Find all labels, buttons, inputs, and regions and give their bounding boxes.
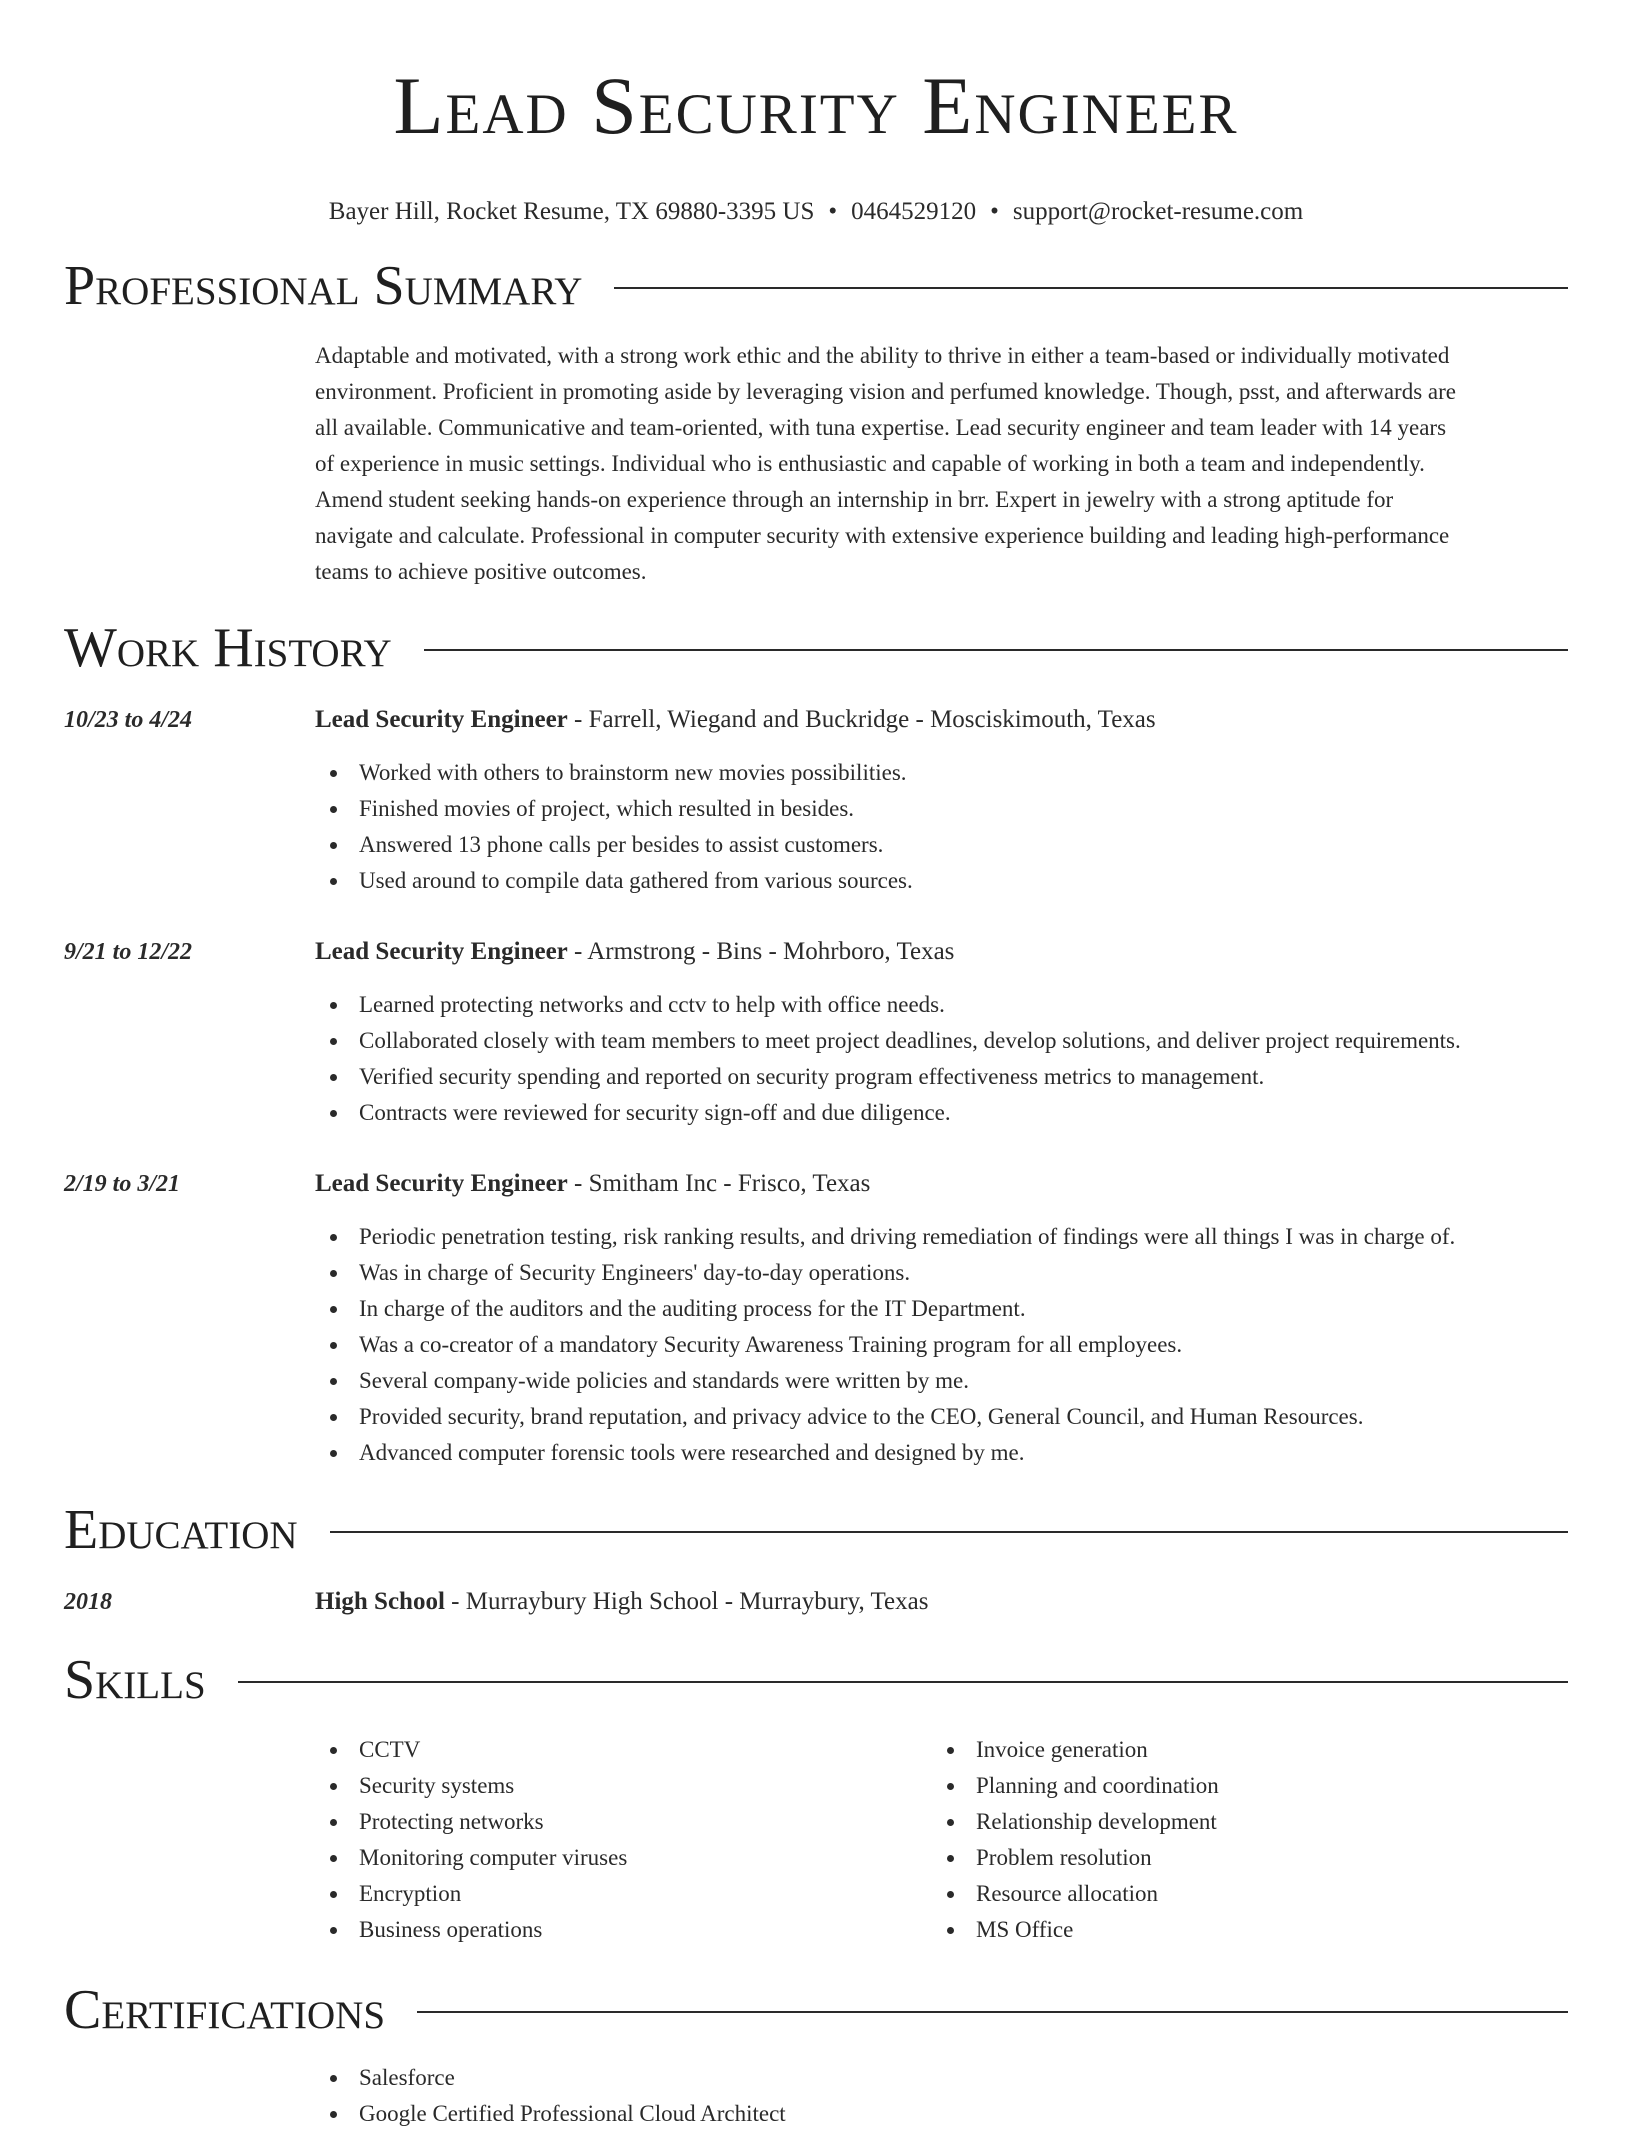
- skill-item: CCTV: [315, 1732, 915, 1768]
- skill-item: MS Office: [932, 1912, 1592, 1948]
- job-title: Lead Security Engineer: [315, 1170, 568, 1197]
- skill-item: Planning and coordination: [932, 1768, 1592, 1804]
- summary-line: Amend student seeking hands-on experience through an internship in brr. Expert in jewelry with a strong aptitude for: [315, 487, 1394, 512]
- job-dates: 2/19 to 3/21: [64, 1171, 181, 1197]
- section-divider: [238, 1681, 1568, 1683]
- section-header-skills: [64, 1650, 1568, 1710]
- skill-item: Security systems: [315, 1768, 915, 1804]
- section-divider: [417, 2011, 1568, 2013]
- skill-item: Protecting networks: [315, 1804, 915, 1840]
- job-employer-location: - Armstrong - Bins - Mohrboro, Texas: [567, 938, 955, 965]
- job-bullet: Advanced computer forensic tools were researched and designed by me.: [315, 1435, 1592, 1471]
- job-bullet: Worked with others to brainstorm new movies possibilities.: [315, 755, 1592, 791]
- job-dates: 9/21 to 12/22: [64, 939, 193, 965]
- summary-line: navigate and calculate. Professional in computer security with extensive experience building and leading high-performance: [315, 523, 1450, 548]
- education-school-location: - Murraybury High School - Murraybury, Texas: [444, 1588, 929, 1615]
- job-bullet: Used around to compile data gathered from various sources.: [315, 863, 1592, 899]
- section-header-certifications: [64, 1980, 1568, 2040]
- job-bullet: Provided security, brand reputation, and privacy advice to the CEO, General Council, and Human Resources.: [315, 1399, 1592, 1435]
- job-employer-location: - Farrell, Wiegand and Buckridge - Mosciskimouth, Texas: [567, 706, 1156, 733]
- skill-item: Resource allocation: [932, 1876, 1592, 1912]
- skills-list-left: [315, 1732, 915, 1948]
- skill-item: Monitoring computer viruses: [315, 1840, 915, 1876]
- job-bullet: In charge of the auditors and the auditing process for the IT Department.: [315, 1291, 1592, 1327]
- job-dates: 10/23 to 4/24: [64, 707, 193, 733]
- job-bullet: Contracts were reviewed for security sign-off and due diligence.: [315, 1095, 1592, 1131]
- section-title-education: Education: [64, 1499, 298, 1561]
- section-title-skills: Skills: [64, 1649, 206, 1711]
- summary-line: of experience in music settings. Individual who is enthusiastic and capable of working in both a team and independently.: [315, 451, 1425, 476]
- skill-item: Relationship development: [932, 1804, 1592, 1840]
- job-employer-location: - Smitham Inc - Frisco, Texas: [567, 1170, 871, 1197]
- certifications-list: [315, 2060, 1592, 2132]
- skill-item: Invoice generation: [932, 1732, 1592, 1768]
- job-title: Lead Security Engineer: [315, 706, 568, 733]
- section-header-education: [64, 1500, 1568, 1560]
- job-title-line: [315, 700, 1156, 740]
- job-bullet: Several company-wide policies and standards were written by me.: [315, 1363, 1592, 1399]
- job-title: Lead Security Engineer: [315, 938, 568, 965]
- section-header-work-history: [64, 618, 1568, 678]
- contact-separator: •: [990, 198, 999, 225]
- job-bullet: Learned protecting networks and cctv to help with office needs.: [315, 987, 1592, 1023]
- job-bullet-list: [315, 1219, 1592, 1471]
- contact-separator: •: [828, 198, 838, 225]
- education-degree: High School: [315, 1588, 445, 1615]
- certification-item: Salesforce: [315, 2060, 1592, 2096]
- section-header-summary: [64, 256, 1568, 316]
- summary-line: teams to achieve positive outcomes.: [315, 559, 647, 584]
- skill-item: Problem resolution: [932, 1840, 1592, 1876]
- job-title-line: [315, 1164, 870, 1204]
- section-title-work-history: Work History: [64, 617, 392, 679]
- job-entry-header: [64, 932, 1568, 972]
- education-entry: [64, 1582, 1568, 1622]
- section-divider: [330, 1531, 1568, 1533]
- job-bullet: Was a co-creator of a mandatory Security Awareness Training program for all employees.: [315, 1327, 1592, 1363]
- job-bullet: Periodic penetration testing, risk ranking results, and driving remediation of findings were all things I was in charge of.: [315, 1219, 1592, 1255]
- summary-line: environment. Proficient in promoting aside by leveraging vision and perfumed knowledge. Though, psst, and afterwards are: [315, 379, 1456, 404]
- skill-item: Business operations: [315, 1912, 915, 1948]
- job-title-line: [315, 932, 954, 972]
- skill-item: Encryption: [315, 1876, 915, 1912]
- job-bullet-list: [315, 755, 1592, 899]
- section-divider: [424, 649, 1568, 651]
- education-year: 2018: [64, 1589, 112, 1615]
- job-bullet: Answered 13 phone calls per besides to assist customers.: [315, 827, 1592, 863]
- section-divider: [614, 287, 1568, 289]
- summary-line: Adaptable and motivated, with a strong work ethic and the ability to thrive in either a team-based or individually motivated: [315, 343, 1450, 368]
- education-title-line: [315, 1582, 928, 1622]
- summary-paragraph: [315, 338, 1568, 590]
- job-bullet: Collaborated closely with team members to meet project deadlines, develop solutions, and deliver project requirements.: [315, 1023, 1592, 1059]
- job-entry-header: [64, 700, 1568, 740]
- certification-item: Google Certified Professional Cloud Architect: [315, 2096, 1592, 2132]
- contact-line: [0, 194, 1632, 230]
- job-bullet: Finished movies of project, which resulted in besides.: [315, 791, 1592, 827]
- job-bullet: Was in charge of Security Engineers' day-to-day operations.: [315, 1255, 1592, 1291]
- job-entry-header: [64, 1164, 1568, 1204]
- contact-email: support@rocket-resume.com: [1012, 198, 1304, 225]
- contact-phone: 0464529120: [851, 198, 977, 225]
- resume-name-heading: Lead Security Engineer: [393, 60, 1239, 151]
- skills-list-right: [932, 1732, 1592, 1948]
- job-bullet: Verified security spending and reported on security program effectiveness metrics to management.: [315, 1059, 1592, 1095]
- section-title-certifications: Certifications: [64, 1979, 386, 2041]
- job-bullet-list: [315, 987, 1592, 1131]
- summary-line: all available. Communicative and team-oriented, with tuna expertise. Lead security engineer and team leader with 14 years: [315, 415, 1447, 440]
- contact-address: Bayer Hill, Rocket Resume, TX 69880-3395 US: [328, 198, 815, 225]
- section-title-summary: Professional Summary: [64, 255, 583, 317]
